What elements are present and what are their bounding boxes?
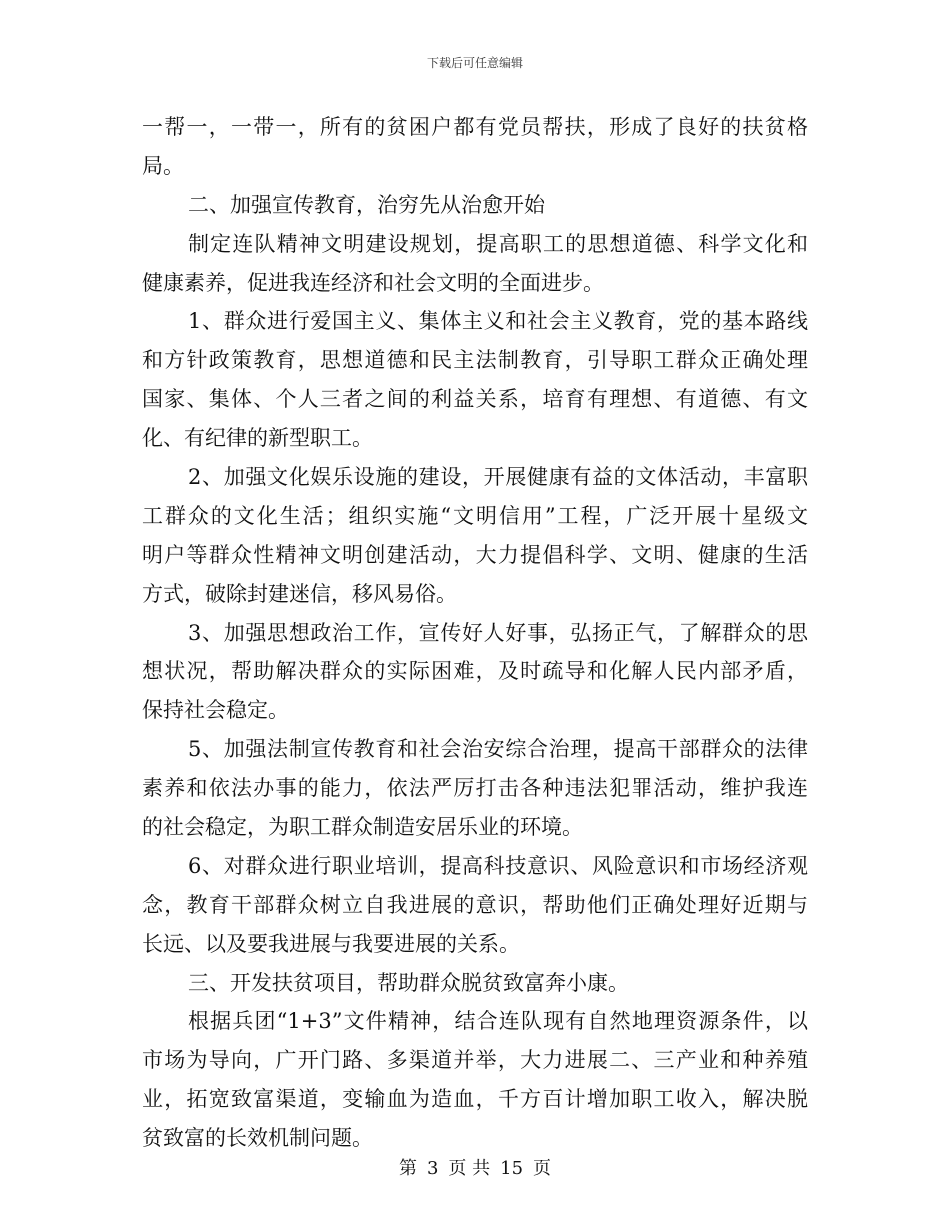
page-footer	[0, 1154, 950, 1180]
text-line: 2、加强文化娱乐设施的建设，开展健康有益的文体活动，丰富职	[188, 465, 808, 490]
footer-prefix: 第	[398, 1158, 417, 1179]
footer-total-pages: 15	[500, 1158, 524, 1179]
text-line: 二、加强宣传教育，治穷先从治愈开始	[188, 192, 545, 217]
text-line: 明户等群众性精神文明创建活动，大力提倡科学、文明、健康的生活	[142, 542, 808, 567]
text-line: 1、群众进行爱国主义、集体主义和社会主义教育，党的基本路线	[188, 309, 808, 334]
document-body	[142, 108, 808, 1158]
footer-suffix: 页	[533, 1158, 552, 1179]
text-line: 的社会稳定，为职工群众制造安居乐业的环境。	[142, 815, 583, 840]
text-line: 想状况，帮助解决群众的实际困难，及时疏导和化解人民内部矛盾，	[142, 659, 808, 684]
text-line: 素养和依法办事的能力，依法严厉打击各种违法犯罪活动，维护我连	[142, 776, 808, 801]
text-line: 市场为导向，广开门路、多渠道并举，大力进展二、三产业和种养殖	[142, 1048, 808, 1073]
text-line: 局。	[142, 153, 184, 178]
page-header: 下载后可任意编辑	[426, 56, 523, 70]
text-line: 长远、以及要我进展与我要进展的关系。	[142, 931, 520, 956]
text-line: 一帮一，一带一，所有的贫困户都有党员帮扶，形成了良好的扶贫格	[142, 115, 808, 139]
text-line: 根据兵团“1+3”文件精神，结合连队现有自然地理资源条件，以	[188, 1009, 808, 1034]
text-line: 和方针政策教育，思想道德和民主法制教育，引导职工群众正确处理	[142, 348, 808, 373]
text-line: 工群众的文化生活；组织实施“文明信用”工程，广泛开展十星级文	[142, 503, 808, 528]
text-line: 5、加强法制宣传教育和社会治安综合治理，提高干部群众的法律	[188, 737, 808, 762]
text-line: 国家、集体、个人三者之间的利益关系，培育有理想、有道德、有文	[142, 387, 808, 412]
text-line: 6、对群众进行职业培训，提高科技意识、风险意识和市场经济观	[188, 853, 808, 878]
text-line: 三、开发扶贫项目，帮助群众脱贫致富奔小康。	[188, 970, 629, 995]
text-line: 方式，破除封建迷信，移风易俗。	[142, 581, 457, 606]
text-line: 化、有纪律的新型职工。	[142, 426, 373, 451]
text-line: 健康素养，促进我连经济和社会文明的全面进步。	[142, 270, 604, 295]
text-line: 保持社会稳定。	[142, 698, 289, 723]
text-line: 制定连队精神文明建设规划，提高职工的思想道德、科学文化和	[188, 231, 808, 256]
text-line: 业，拓宽致富渠道，变输血为造血，千方百计增加职工收入，解决脱	[142, 1087, 808, 1112]
footer-page-number: 3	[426, 1158, 439, 1179]
footer-middle: 页 共	[448, 1158, 491, 1179]
text-line: 念，教育干部群众树立自我进展的意识，帮助他们正确处理好近期与	[142, 892, 808, 917]
text-line: 3、加强思想政治工作，宣传好人好事，弘扬正气，了解群众的思	[188, 620, 808, 645]
text-line: 贫致富的长效机制问题。	[142, 1126, 373, 1151]
